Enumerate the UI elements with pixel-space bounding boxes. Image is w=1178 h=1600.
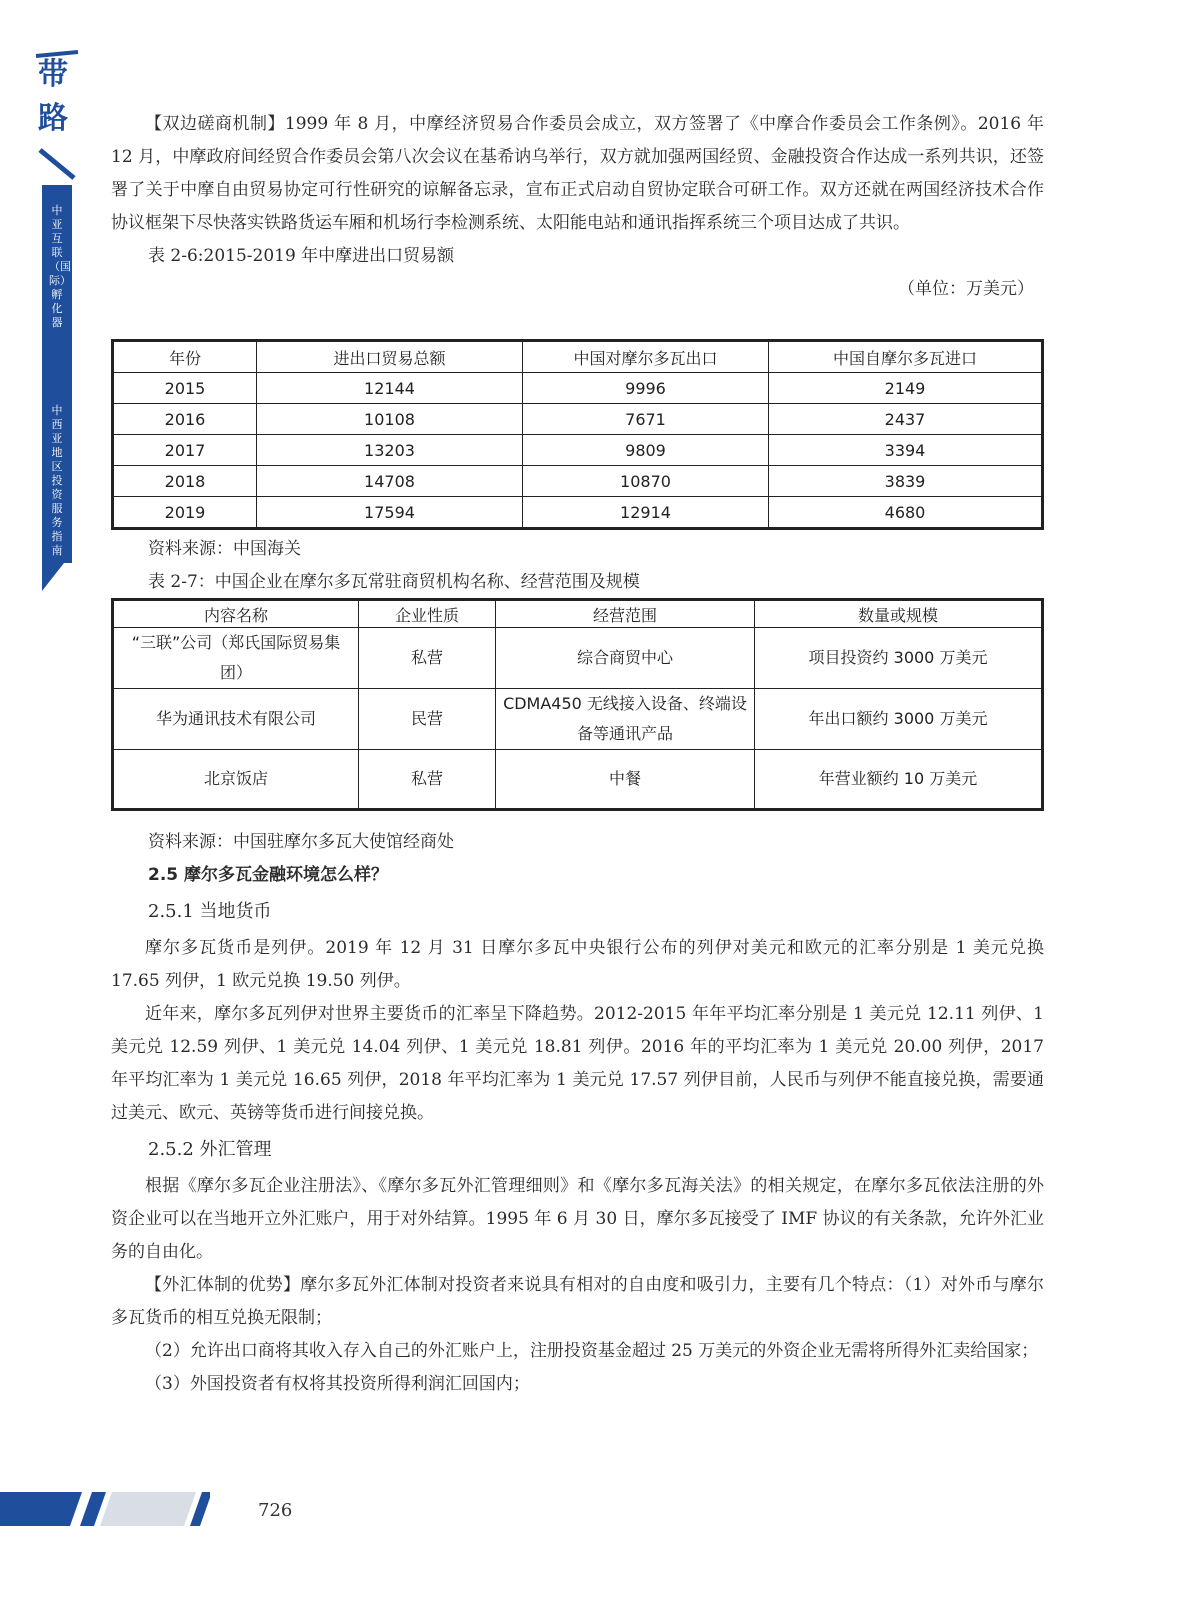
table-cell: 年营业额约 10 万美元 bbox=[755, 750, 1043, 810]
table1-unit: （单位：万美元） bbox=[898, 279, 1034, 299]
paragraph-forex-4: （3）外国投资者有权将其投资所得利润汇回国内； bbox=[145, 1374, 530, 1394]
table-cell: 14708 bbox=[257, 466, 523, 497]
table-row bbox=[113, 497, 1043, 529]
table2-wrapper bbox=[111, 598, 1044, 811]
table-cell: 17594 bbox=[257, 497, 523, 529]
table-header-row bbox=[113, 341, 1043, 373]
section-title: 2.5 摩尔多瓦金融环境怎么样？ bbox=[148, 865, 389, 885]
table-cell: 项目投资约 3000 万美元 bbox=[755, 628, 1043, 689]
table-cell: 北京饭店 bbox=[113, 750, 359, 810]
table-cell: “三联”公司（郑氏国际贸易集团） bbox=[113, 628, 359, 689]
sidebar-label-top: 中亚互联（国际）孵化器 bbox=[49, 204, 71, 329]
table-cell: 民营 bbox=[359, 689, 496, 750]
table-header: 经营范围 bbox=[496, 600, 755, 628]
brand-logo bbox=[34, 50, 82, 187]
svg-text:路: 路 bbox=[38, 101, 68, 136]
table-cell: 3839 bbox=[769, 466, 1043, 497]
table-cell: 2018 bbox=[113, 466, 257, 497]
table-row bbox=[113, 435, 1043, 466]
table-header: 进出口贸易总额 bbox=[257, 341, 523, 373]
trade-volume-table bbox=[111, 339, 1044, 530]
sidebar-label-bottom: 中西亚地区投资服务指南 bbox=[51, 404, 63, 557]
table1-wrapper bbox=[111, 339, 1044, 599]
enterprise-table bbox=[111, 598, 1044, 811]
page-number: 726 bbox=[258, 1500, 293, 1521]
table-header: 年份 bbox=[113, 341, 257, 373]
table-cell: 12914 bbox=[523, 497, 769, 529]
paragraph-bilateral: 【双边磋商机制】1999 年 8 月，中摩经济贸易合作委员会成立，双方签署了《中摩合作委员会工作条例》。2016 年 12 月，中摩政府间经贸合作委员会第八次会议在基希讷乌举行，双方就加强两国经贸、金融投资合作达成一系列共识，还签署了关于中摩自由贸易协定可行性研究的谅解备忘录，宣布正式启动自贸协定联合可研工作。双方还就在两国经济技术合作协议框架下尽快落实铁路货运车厢和机场行李检测系统、太阳能电站和通讯指挥系统三个项目达成了共识。 bbox=[111, 114, 1044, 233]
table-cell: 综合商贸中心 bbox=[496, 628, 755, 689]
table-cell: 中餐 bbox=[496, 750, 755, 810]
table-cell: 2015 bbox=[113, 373, 257, 404]
table-cell: 私营 bbox=[359, 628, 496, 689]
table-cell: 2149 bbox=[769, 373, 1043, 404]
table-cell: 7671 bbox=[523, 404, 769, 435]
table-cell: 3394 bbox=[769, 435, 1043, 466]
table-header: 中国自摩尔多瓦进口 bbox=[769, 341, 1043, 373]
finance-section bbox=[111, 826, 1044, 1401]
table-row bbox=[113, 373, 1043, 404]
svg-text:带: 带 bbox=[38, 57, 68, 92]
table-cell: CDMA450 无线接入设备、终端设备等通讯产品 bbox=[496, 689, 755, 750]
table-cell: 10870 bbox=[523, 466, 769, 497]
footer-stripes-icon bbox=[0, 1492, 210, 1526]
table-row bbox=[113, 466, 1043, 497]
table-cell: 华为通讯技术有限公司 bbox=[113, 689, 359, 750]
table-cell: 2437 bbox=[769, 404, 1043, 435]
table-cell: 2017 bbox=[113, 435, 257, 466]
sidebar-band-tail bbox=[42, 563, 64, 591]
table-row bbox=[113, 628, 1043, 689]
table1-caption: 表 2-6:2015-2019 年中摩进出口贸易额 bbox=[148, 246, 455, 266]
table-cell: 12144 bbox=[257, 373, 523, 404]
table-cell: 私营 bbox=[359, 750, 496, 810]
table-header: 企业性质 bbox=[359, 600, 496, 628]
subsection-title-forex: 2.5.2 外汇管理 bbox=[148, 1139, 272, 1160]
subsection-title-currency: 2.5.1 当地货币 bbox=[148, 901, 272, 922]
paragraph-forex-1: 根据《摩尔多瓦企业注册法》、《摩尔多瓦外汇管理细则》和《摩尔多瓦海关法》的相关规定，在摩尔多瓦依法注册的外资企业可以在当地开立外汇账户，用于对外结算。1995 年 6 月 30 日，摩尔多瓦接受了 IMF 协议的有关条款，允许外汇业务的自由化。 bbox=[111, 1176, 1044, 1262]
table-header: 中国对摩尔多瓦出口 bbox=[523, 341, 769, 373]
paragraph-currency-2: 近年来，摩尔多瓦列伊对世界主要货币的汇率呈下降趋势。2012-2015 年年平均汇率分别是 1 美元兑 12.11 列伊、1 美元兑 12.59 列伊、1 美元兑 14.04 列伊、1 美元兑 18.81 列伊。2016 年的平均汇率为 1 美元兑 20.00 列伊，2017 年平均汇率为 1 美元兑 16.65 列伊，2018 年平均汇率为 1 美元兑 17.57 列伊目前，人民币与列伊不能直接兑换，需要通过美元、欧元、英镑等货币进行间接兑换。 bbox=[111, 1004, 1044, 1123]
table-cell: 2016 bbox=[113, 404, 257, 435]
table2-source: 资料来源：中国驻摩尔多瓦大使馆经商处 bbox=[148, 832, 454, 852]
table1-source: 资料来源：中国海关 bbox=[148, 539, 301, 559]
paragraph-currency-1: 摩尔多瓦货币是列伊。2019 年 12 月 31 日摩尔多瓦中央银行公布的列伊对美元和欧元的汇率分别是 1 美元兑换 17.65 列伊，1 欧元兑换 19.50 列伊。 bbox=[111, 938, 1044, 991]
table-cell: 2019 bbox=[113, 497, 257, 529]
table-header: 内容名称 bbox=[113, 600, 359, 628]
table-cell: 9809 bbox=[523, 435, 769, 466]
logo-calligraphy-icon bbox=[34, 50, 82, 180]
table-header: 数量或规模 bbox=[755, 600, 1043, 628]
intro-section bbox=[111, 108, 1044, 306]
paragraph-forex-3: （2）允许出口商将其收入存入自己的外汇账户上，注册投资基金超过 25 万美元的外资企业无需将所得外汇卖给国家； bbox=[145, 1341, 1039, 1361]
table-cell: 9996 bbox=[523, 373, 769, 404]
paragraph-forex-2: 【外汇体制的优势】摩尔多瓦外汇体制对投资者来说具有相对的自由度和吸引力，主要有几个特点：（1）对外币与摩尔多瓦货币的相互兑换无限制； bbox=[111, 1275, 1044, 1328]
table-header-row bbox=[113, 600, 1043, 628]
table-cell: 4680 bbox=[769, 497, 1043, 529]
table-row bbox=[113, 750, 1043, 810]
table-cell: 13203 bbox=[257, 435, 523, 466]
table-cell: 年出口额约 3000 万美元 bbox=[755, 689, 1043, 750]
table-row bbox=[113, 689, 1043, 750]
table-cell: 10108 bbox=[257, 404, 523, 435]
table2-caption: 表 2-7：中国企业在摩尔多瓦常驻商贸机构名称、经营范围及规模 bbox=[148, 572, 640, 592]
table-row bbox=[113, 404, 1043, 435]
